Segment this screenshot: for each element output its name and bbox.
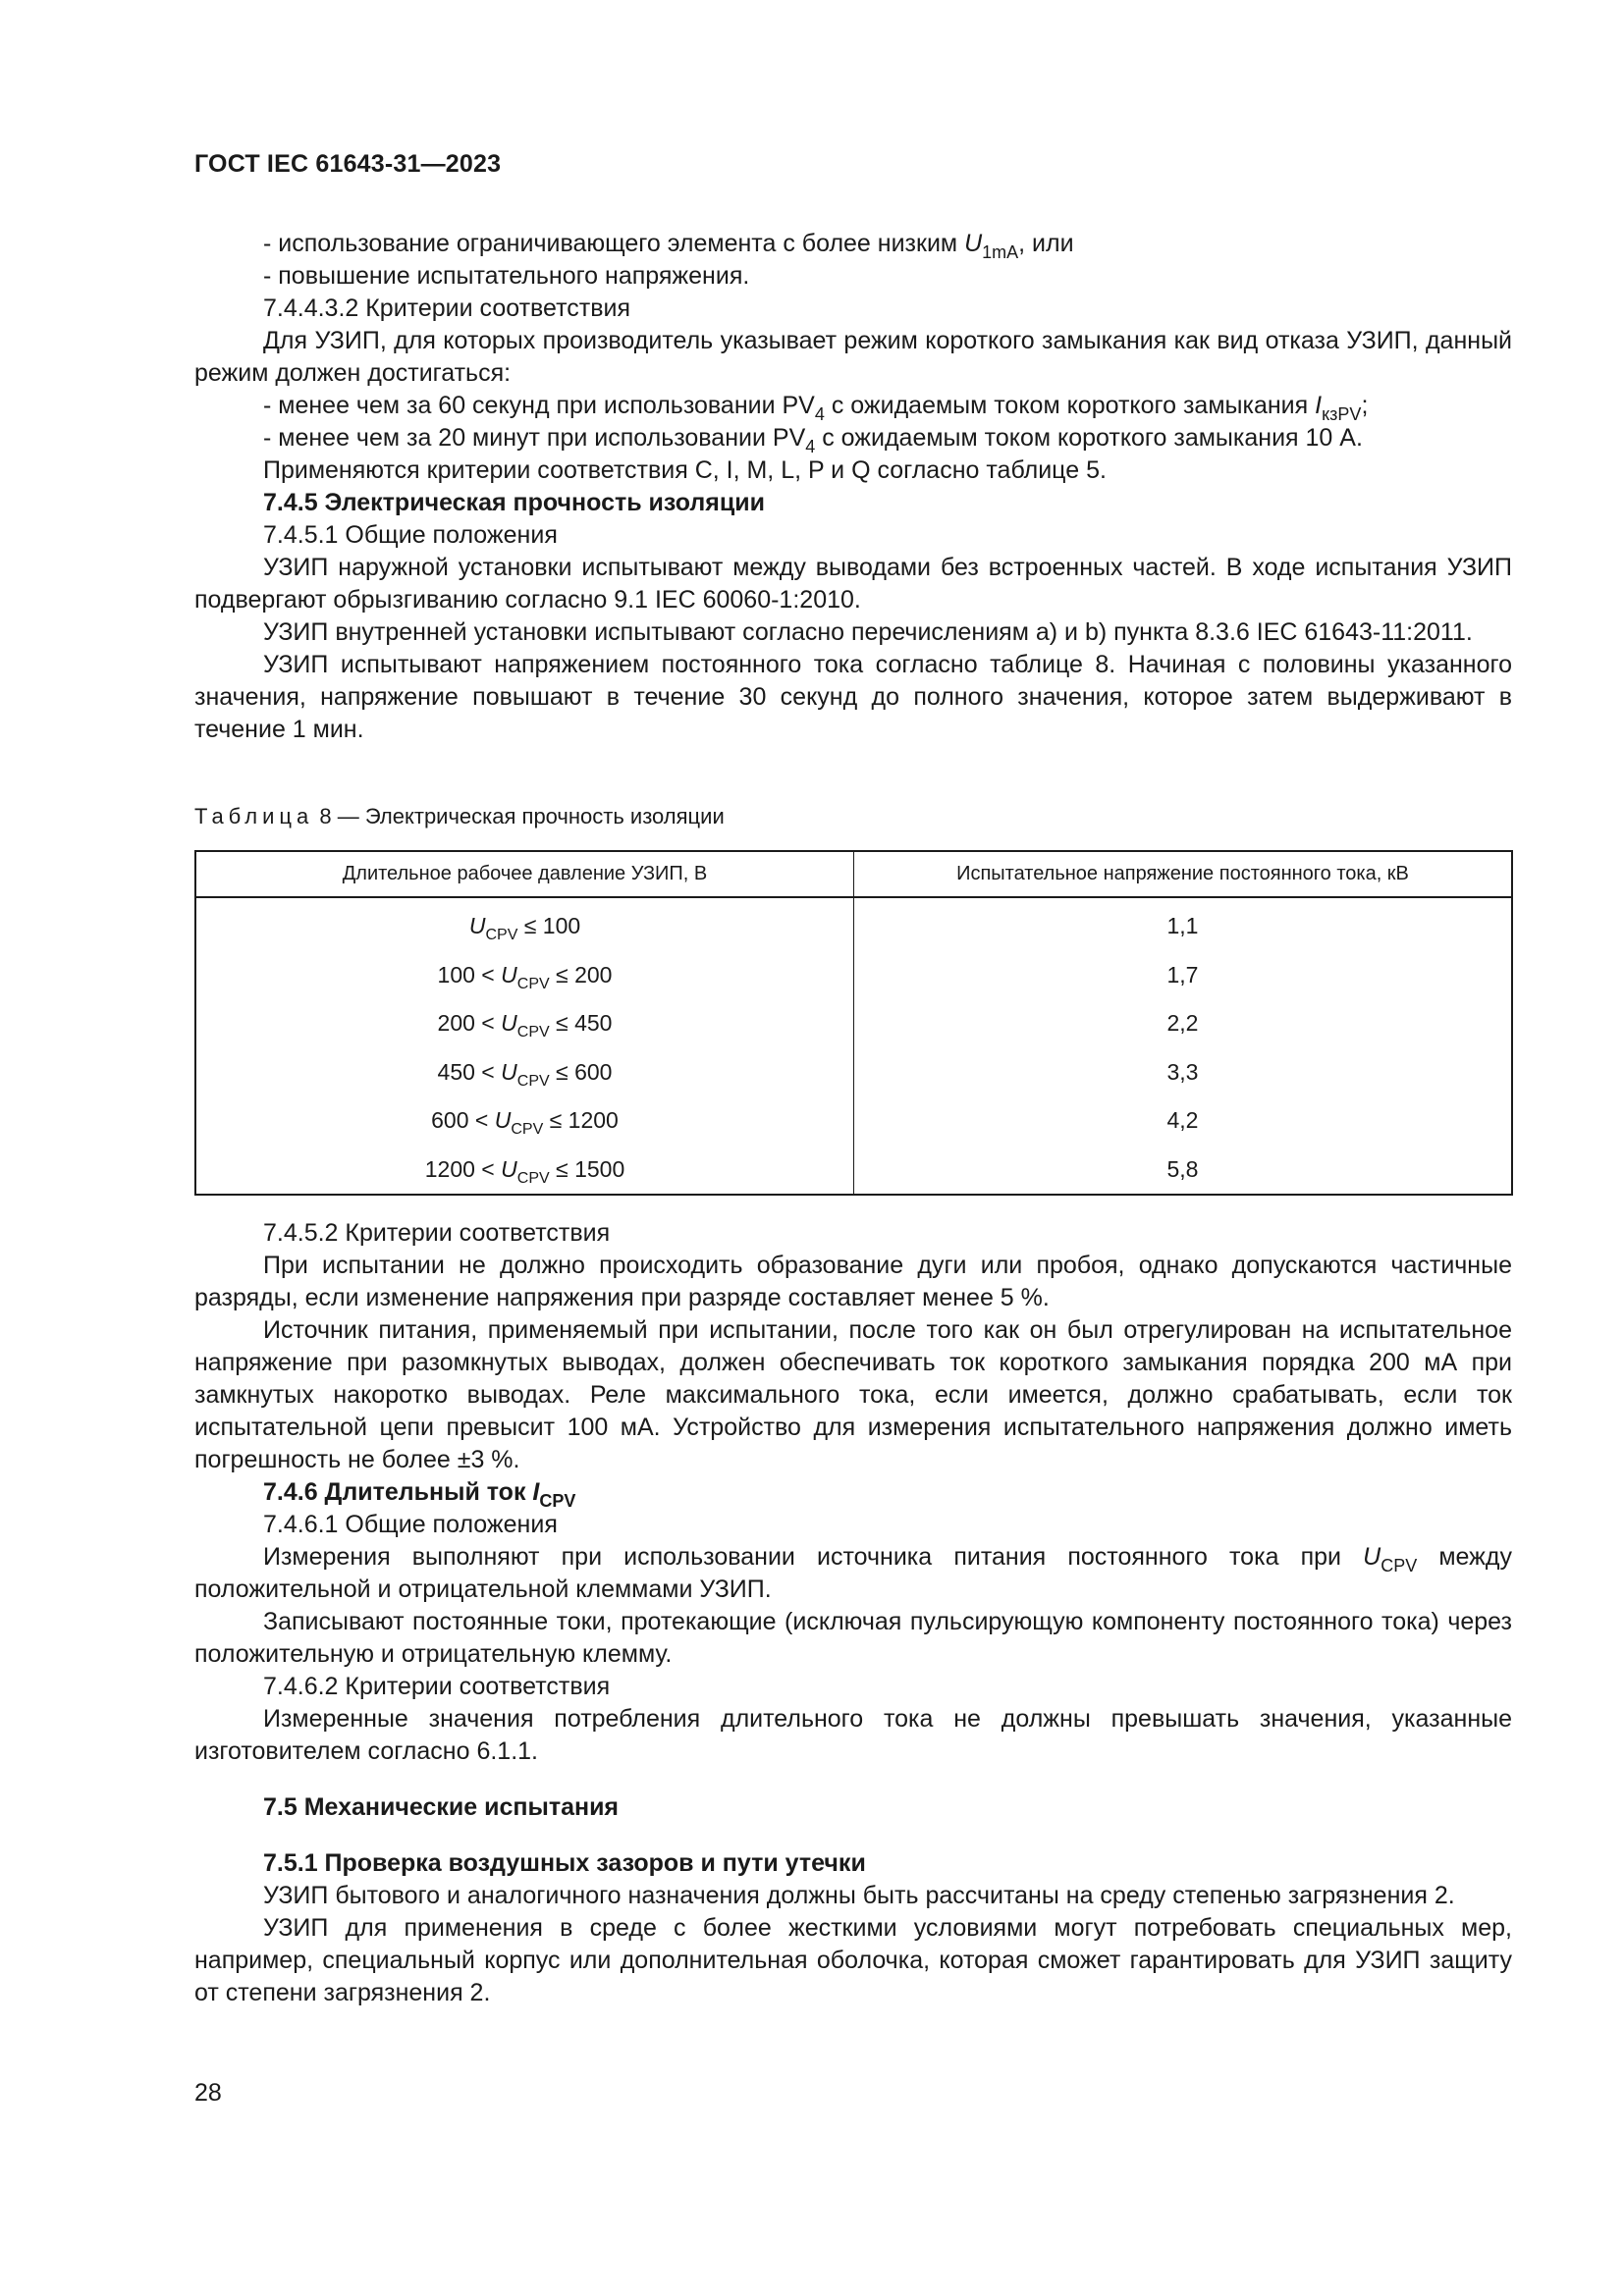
voltage-range-cell: $450 < U_{CPV} \le 600$ [195,1048,854,1097]
voltage-range-cell: $200 < U_{CPV} \le 450$ [195,999,854,1048]
paragraph: Измеренные значения потребления длительного тока не должны превышать значения, указанные изготовителем согласно 6.1.1. [194,1705,1512,1765]
table-row [195,1096,1512,1146]
voltage-range-cell: $600 < U_{CPV} \le 1200$ [195,1096,854,1146]
table-row [195,897,1512,951]
text-block-top [194,228,1512,746]
page-number: 28 [194,2079,222,2107]
paragraph: УЗИП испытывают напряжением постоянного тока согласно таблице 8. Начиная с половины указанного значения, напряжение повышают в течение 30 секунд до полного значения, которое затем выдерживают в течение 1 мин. [194,651,1512,743]
section-heading: 7.5 Механические испытания [263,1793,620,1821]
test-voltage-cell: 1,1 [1166,913,1199,939]
table-row [195,951,1512,1000]
paragraph: Источник питания, применяемый при испытании, после того как он был отрегулирован на испытательное напряжение при разомкнутых выводах, должен обеспечивать ток короткого замыкания порядка 200 мА при замкнутых накоротко выводах. Реле максимального тока, если имеется, должно срабатывать, если ток испытательной цепи превысит 100 мА. Устройство для измерения испытательного напряжения должно иметь погрешность не более ±3 %. [194,1316,1512,1473]
subsection-title: 7.4.5.2 Критерии соответствия [263,1219,611,1247]
text-block-bottom [194,1217,1512,2009]
subsection-title: 7.4.5.1 Общие положения [263,521,558,549]
section-heading: 7.5.1 Проверка воздушных зазоров и пути утечки [263,1849,866,1877]
test-voltage-cell: 4,2 [1166,1107,1199,1134]
paragraph: Записывают постоянные токи, протекающие (исключая пульсирующую компоненту постоянного тока) через положительную и отрицательную клемму. [194,1608,1512,1668]
test-voltage-cell: 1,7 [1166,961,1199,988]
table-header-test-voltage: Испытательное напряжение постоянного тока, кВ [854,851,1513,897]
section-heading: 7.4.5 Электрическая прочность изоляции [263,489,765,516]
paragraph: УЗИП бытового и аналогичного назначения должны быть рассчитаны на среду степенью загрязнения 2. [263,1882,1455,1909]
paragraph: При испытании не должно происходить образование дуги или пробоя, однако допускаются частичные разряды, если изменение напряжения при разряде составляет менее 5 %. [194,1252,1512,1311]
table-row [195,1048,1512,1097]
test-voltage-cell: 2,2 [1166,1010,1199,1037]
paragraph: Для УЗИП, для которых производитель указывает режим короткого замыкания как вид отказа УЗИП, данный режим должен достигаться: [194,327,1512,387]
table-row [195,999,1512,1048]
insulation-strength-table [194,850,1513,1196]
document-header: ГОСТ IEC 61643-31—2023 [194,150,502,178]
table-row [195,1146,1512,1196]
list-item: - использование ограничивающего элемента с более низким $U_{1mA}$, или [263,230,1074,262]
list-item: - менее чем за 60 секунд при использовании $PV_4$ с ожидаемым током короткого замыкания $I_{кзPV}$; [263,392,1369,424]
paragraph: УЗИП для применения в среде с более жесткими условиями могут потребовать специальных мер, например, специальный корпус или дополнительная оболочка, которая сможет гарантировать для УЗИП защиту от степени загрязнения 2. [194,1914,1512,2006]
subsection-title: 7.4.6.2 Критерии соответствия [263,1673,611,1700]
section-heading: 7.4.6 Длительный ток $I_{CPV}$ [263,1478,576,1511]
voltage-range-cell: $1200 < U_{CPV} \le 1500$ [195,1146,854,1196]
paragraph: Применяются критерии соответствия C, I, M, L, P и Q согласно таблице 5. [263,456,1107,484]
voltage-range-cell: $U_{CPV} \le 100$ [195,897,854,951]
table-header-voltage: Длительное рабочее давление УЗИП, В [195,851,854,897]
table-body [195,897,1512,1195]
list-item: - повышение испытательного напряжения. [263,262,750,290]
paragraph: УЗИП наружной установки испытывают между выводами без встроенных частей. В ходе испытания УЗИП подвергают обрызгиванию согласно 9.1 IEC 60060-1:2010. [194,554,1512,614]
table-caption: Таблица 8 — Электрическая прочность изоляции [194,804,725,828]
voltage-range-cell: $100 < U_{CPV} \le 200$ [195,951,854,1000]
paragraph: УЗИП внутренней установки испытывают согласно перечислениям а) и b) пункта 8.3.6 IEC 61643-11:2011. [263,618,1473,646]
subsection-title: 7.4.4.3.2 Критерии соответствия [263,294,630,322]
test-voltage-cell: 3,3 [1166,1058,1199,1085]
test-voltage-cell: 5,8 [1166,1155,1199,1182]
subsection-title: 7.4.6.1 Общие положения [263,1511,558,1538]
paragraph: Измерения выполняют при использовании источника питания постоянного тока при $U_{CPV}$ между положительной и отрицательной клеммами УЗИП. [194,1543,1512,1603]
list-item: - менее чем за 20 минут при использовании $PV_4$ с ожидаемым током короткого замыкания 10 А. [263,424,1363,456]
